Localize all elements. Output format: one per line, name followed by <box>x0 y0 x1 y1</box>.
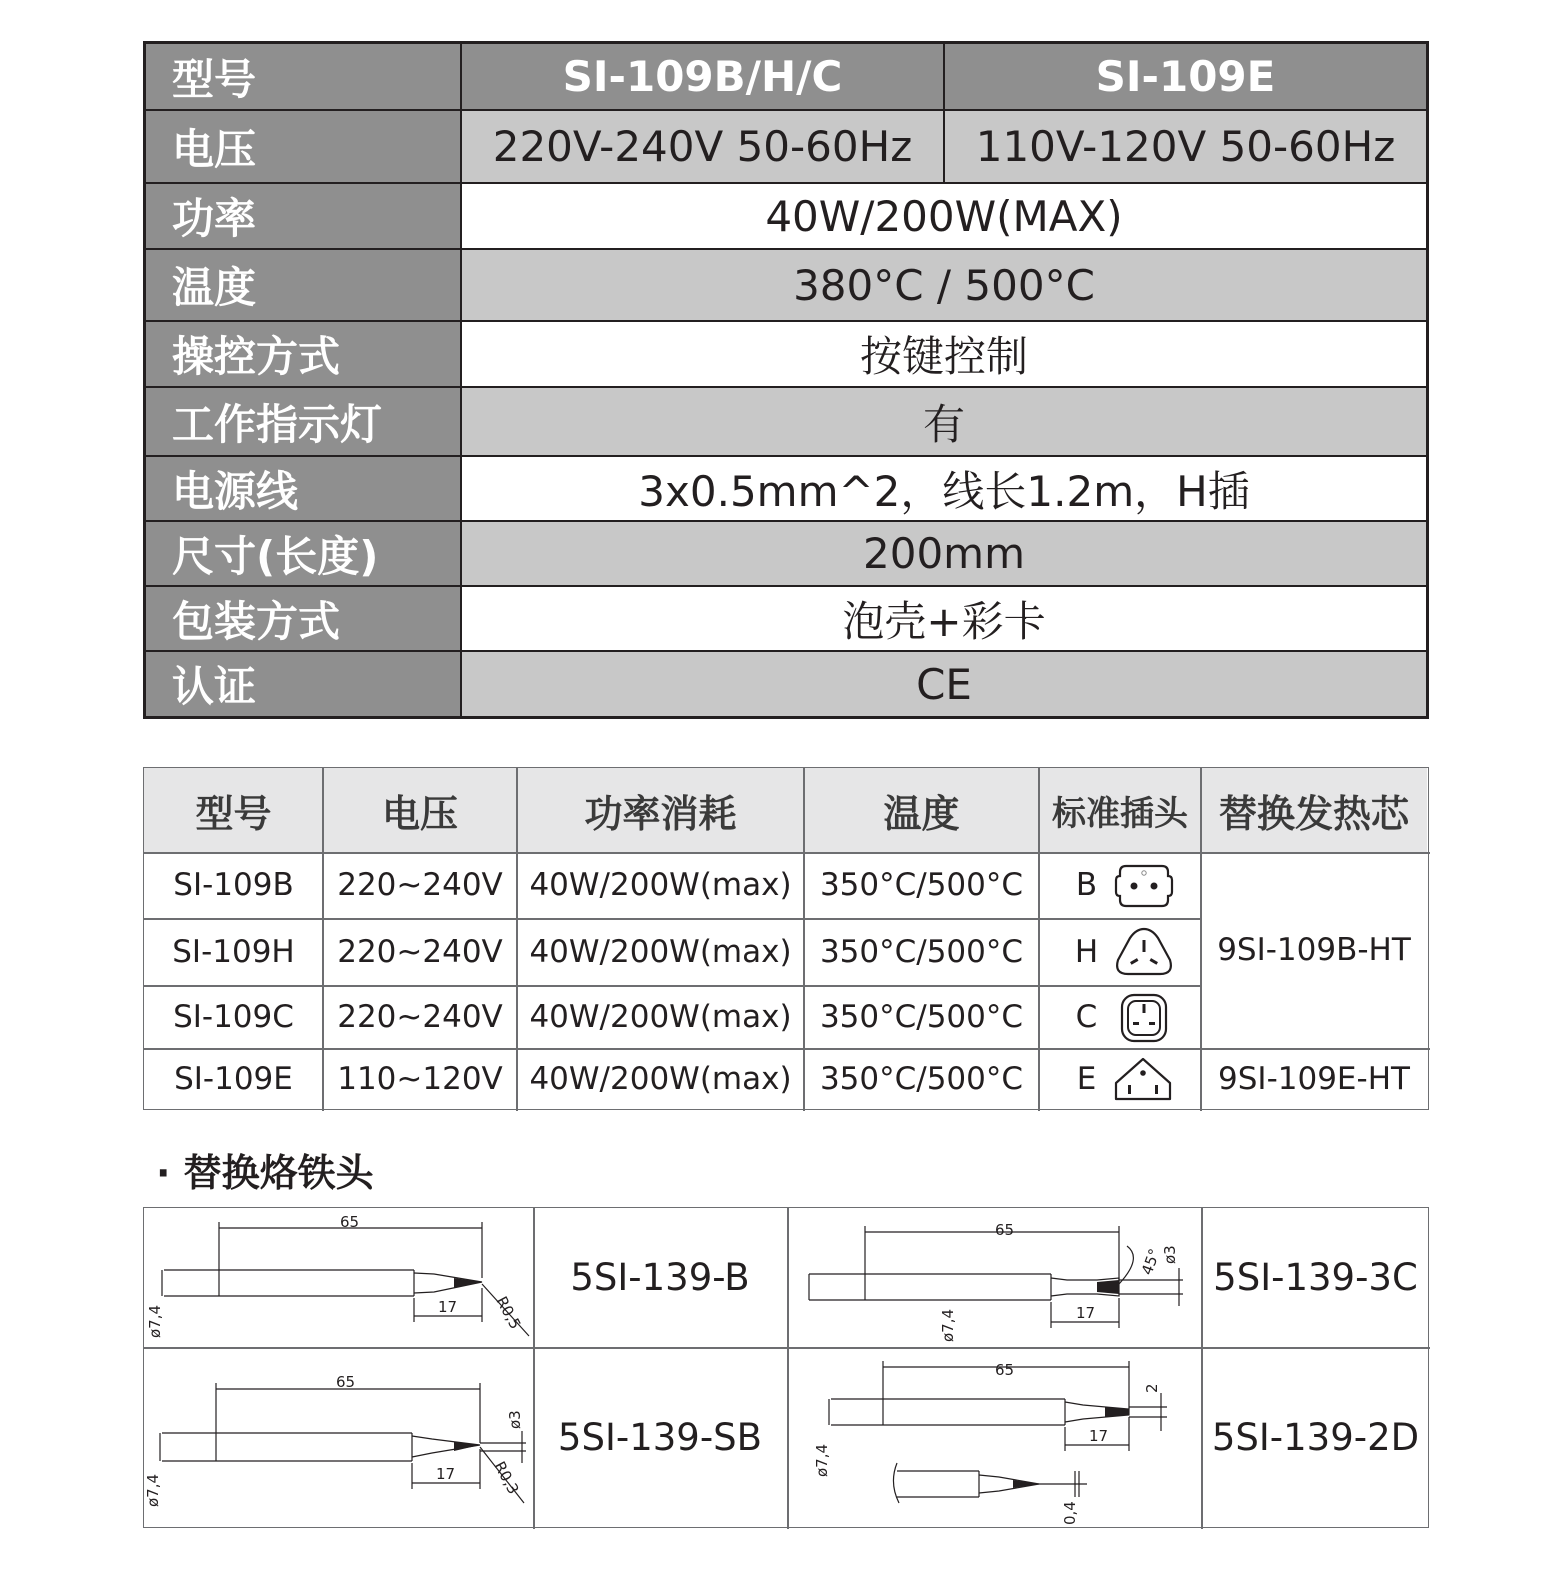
cell-model: SI-109E <box>174 1061 293 1097</box>
col-header: 标准插头 <box>1039 768 1201 852</box>
spec-table <box>143 41 1429 719</box>
dim-thickness: 0,4 <box>1061 1501 1079 1525</box>
core-b: 9SI-109E-HT <box>1218 1061 1410 1097</box>
dim-d: ø3 <box>506 1410 524 1429</box>
tip-3c-drawing <box>787 1208 1201 1347</box>
cell-temp: 350°C/500°C <box>819 1061 1024 1097</box>
cell-model: SI-109B <box>173 867 294 903</box>
spec-row <box>146 652 1426 716</box>
spec-value: 3x0.5mm^2，线长1.2m，H插 <box>462 457 1426 522</box>
cell-plug: E <box>1076 1061 1097 1097</box>
spec-value: 按键控制 <box>462 322 1426 388</box>
cell-power: 40W/200W(max) <box>529 998 792 1035</box>
spec-row <box>146 587 1426 652</box>
cell-temp: 350°C/500°C <box>819 867 1024 903</box>
dim-tip: 17 <box>438 1298 458 1316</box>
cell-power: 40W/200W(max) <box>529 1061 792 1097</box>
dim-angle: 45° <box>1137 1246 1164 1278</box>
spec-voltage-b: 110V-120V 50-60Hz <box>945 111 1426 184</box>
cell-voltage: 220~240V <box>337 867 503 903</box>
spec-model-a: SI-109B/H/C <box>462 44 945 111</box>
tips-title: · 替换烙铁头 <box>156 1151 374 1195</box>
dim-tip: 17 <box>1089 1427 1109 1445</box>
spec-value: 40W/200W(MAX) <box>462 184 1426 250</box>
core-a: 9SI-109B-HT <box>1217 932 1411 968</box>
dim-width: 2 <box>1143 1383 1161 1393</box>
spec-label: 认证 <box>146 652 462 716</box>
tip-b-drawing <box>144 1208 533 1347</box>
spec-label: 型号 <box>146 44 462 111</box>
dim-dia: ø7,4 <box>144 1473 162 1507</box>
cell-voltage: 110~120V <box>337 1061 503 1097</box>
col-header: 替换发热芯 <box>1201 768 1427 852</box>
cell-plug: H <box>1074 933 1099 970</box>
model-table <box>143 767 1429 1110</box>
cell-temp: 350°C/500°C <box>819 998 1024 1035</box>
dim-tip: 17 <box>436 1465 456 1483</box>
dim-d: ø3 <box>1161 1245 1179 1264</box>
tip-sb-drawing <box>144 1347 533 1529</box>
tip-code: 5SI-139-B <box>570 1256 750 1299</box>
spec-row <box>146 388 1426 457</box>
dim-dia: ø7,4 <box>146 1304 164 1338</box>
spec-label: 电源线 <box>146 457 462 522</box>
h-plug-icon <box>1114 926 1174 978</box>
tip-2d-drawing <box>787 1347 1201 1529</box>
col-header: 功率消耗 <box>517 768 804 852</box>
tip-code: 5SI-139-3C <box>1213 1256 1418 1299</box>
tips-table <box>143 1207 1429 1528</box>
cell-model: SI-109C <box>173 998 294 1035</box>
dim-dia: ø7,4 <box>939 1308 957 1342</box>
spec-label: 温度 <box>146 250 462 322</box>
dim-length: 65 <box>995 1221 1015 1239</box>
dim-dia: ø7,4 <box>813 1443 831 1477</box>
dim-length: 65 <box>995 1361 1015 1379</box>
dim-radius: R0,5 <box>492 1293 525 1333</box>
cell-power: 40W/200W(max) <box>529 933 792 970</box>
col-header: 电压 <box>323 768 517 852</box>
tip-code: 5SI-139-SB <box>557 1415 763 1459</box>
spec-value: 200mm <box>462 522 1426 587</box>
cell-power: 40W/200W(max) <box>529 867 792 903</box>
spec-value: 380°C / 500°C <box>462 250 1426 322</box>
spec-value: CE <box>462 652 1426 716</box>
spec-row <box>146 250 1426 322</box>
spec-label: 尺寸(长度) <box>146 522 462 587</box>
cell-voltage: 220~240V <box>337 998 503 1035</box>
eu-plug-icon <box>1114 862 1174 910</box>
dim-radius: R0,3 <box>490 1458 523 1498</box>
c-plug-icon <box>1114 992 1174 1044</box>
tip-code: 5SI-139-2D <box>1211 1415 1420 1459</box>
dim-length: 65 <box>336 1373 356 1391</box>
cell-temp: 350°C/500°C <box>819 933 1024 970</box>
cell-model: SI-109H <box>172 933 295 970</box>
spec-header-row <box>146 44 1426 111</box>
col-header: 型号 <box>144 768 323 852</box>
spec-row <box>146 457 1426 522</box>
e-plug-icon <box>1112 1055 1174 1103</box>
spec-voltage-a: 220V-240V 50-60Hz <box>462 111 945 184</box>
spec-label: 工作指示灯 <box>146 388 462 457</box>
spec-label: 操控方式 <box>146 322 462 388</box>
spec-label: 包装方式 <box>146 587 462 652</box>
spec-model-b: SI-109E <box>945 44 1426 111</box>
spec-voltage-row <box>146 111 1426 184</box>
spec-label: 电压 <box>146 111 462 184</box>
spec-row <box>146 184 1426 250</box>
col-header: 温度 <box>804 768 1039 852</box>
cell-plug: B <box>1075 867 1098 903</box>
dim-tip: 17 <box>1076 1304 1096 1322</box>
spec-row <box>146 322 1426 388</box>
dim-length: 65 <box>340 1213 360 1231</box>
spec-value: 有 <box>462 388 1426 457</box>
spec-label: 功率 <box>146 184 462 250</box>
spec-value: 泡壳+彩卡 <box>462 587 1426 652</box>
spec-row <box>146 522 1426 587</box>
cell-voltage: 220~240V <box>337 933 503 970</box>
cell-plug: C <box>1075 998 1098 1035</box>
